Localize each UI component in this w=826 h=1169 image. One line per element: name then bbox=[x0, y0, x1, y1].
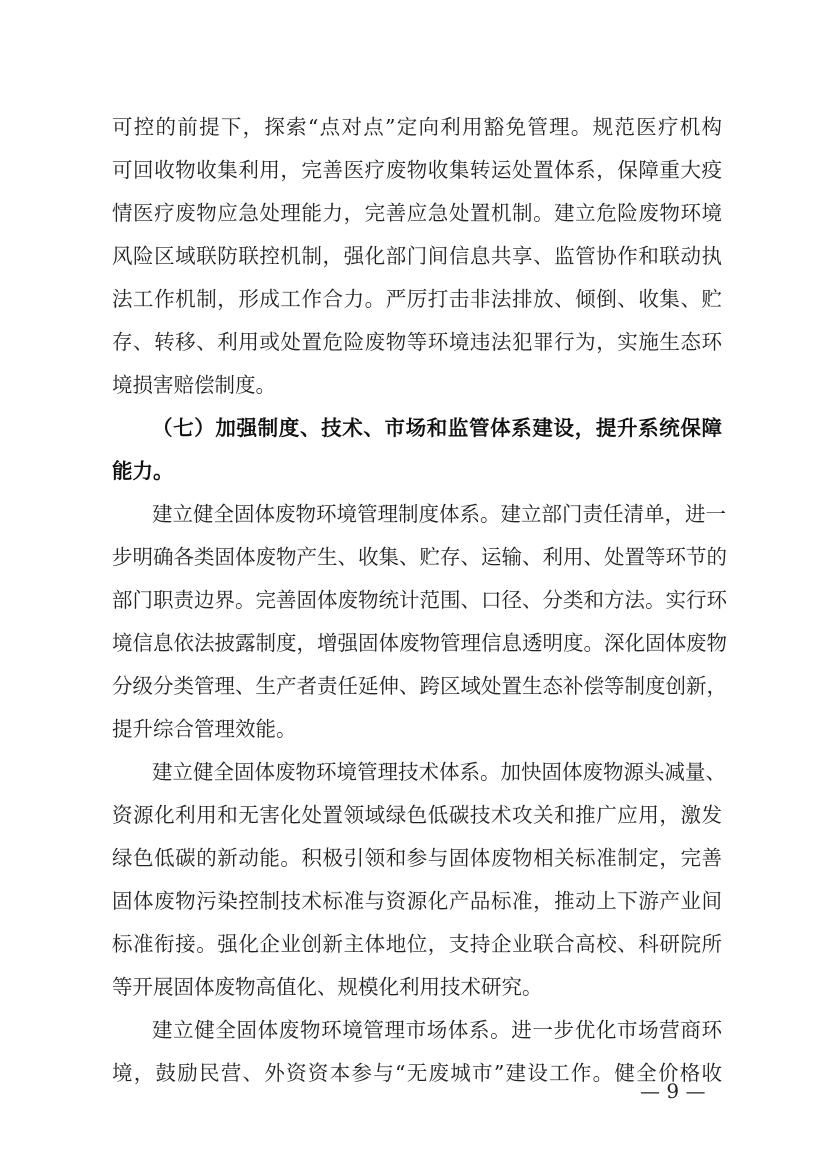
text-line: 存、转移、利用或处置危险废物等环境违法犯罪行为，实施生态环 bbox=[112, 330, 722, 354]
text-line: 法工作机制，形成工作合力。严厉打击非法排放、倾倒、收集、贮 bbox=[112, 287, 722, 311]
section-heading: 能力。 bbox=[112, 459, 174, 483]
text-line: 资源化利用和无害化处置领域绿色低碳技术攻关和推广应用，激发 bbox=[112, 803, 722, 827]
section-heading: （七）加强制度、技术、市场和监管体系建设，提升系统保障 bbox=[152, 416, 722, 440]
text-line: 建立健全固体废物环境管理市场体系。进一步优化市场营商环 bbox=[152, 1018, 722, 1042]
text-line: 等开展固体废物高值化、规模化利用技术研究。 bbox=[112, 975, 543, 999]
text-line: 部门职责边界。完善固体废物统计范围、口径、分类和方法。实行环 bbox=[112, 588, 727, 612]
text-line: 固体废物污染控制技术标准与资源化产品标准，推动上下游产业间 bbox=[112, 889, 722, 913]
text-line: 步明确各类固体废物产生、收集、贮存、运输、利用、处置等环节的 bbox=[112, 545, 727, 569]
text-line: 可回收物收集利用，完善医疗废物收集转运处置体系，保障重大疫 bbox=[112, 158, 722, 182]
text-line: 绿色低碳的新动能。积极引领和参与固体废物相关标准制定，完善 bbox=[112, 846, 722, 870]
text-line: 境损害赔偿制度。 bbox=[112, 373, 276, 397]
text-line: 可控的前提下，探索“点对点”定向利用豁免管理。规范医疗机构 bbox=[112, 115, 722, 139]
text-line: 境信息依法披露制度，增强固体废物管理信息透明度。深化固体废物 bbox=[112, 631, 727, 655]
text-line: 标准衔接。强化企业创新主体地位，支持企业联合高校、科研院所 bbox=[112, 932, 722, 956]
text-line: 风险区域联防联控机制，强化部门间信息共享、监管协作和联动执 bbox=[112, 244, 722, 268]
text-line: 情医疗废物应急处理能力，完善应急处置机制。建立危险废物环境 bbox=[112, 201, 722, 225]
text-line: 建立健全固体废物环境管理技术体系。加快固体废物源头减量、 bbox=[152, 760, 726, 784]
text-line: 分级分类管理、生产者责任延伸、跨区域处置生态补偿等制度创新， bbox=[112, 674, 727, 698]
text-line: 提升综合管理效能。 bbox=[112, 717, 297, 741]
text-line: 建立健全固体废物环境管理制度体系。建立部门责任清单，进一 bbox=[152, 502, 726, 526]
page-number: — 9 — bbox=[640, 1079, 706, 1103]
text-line: 境，鼓励民营、外资资本参与“无废城市”建设工作。健全价格收 bbox=[112, 1061, 722, 1085]
